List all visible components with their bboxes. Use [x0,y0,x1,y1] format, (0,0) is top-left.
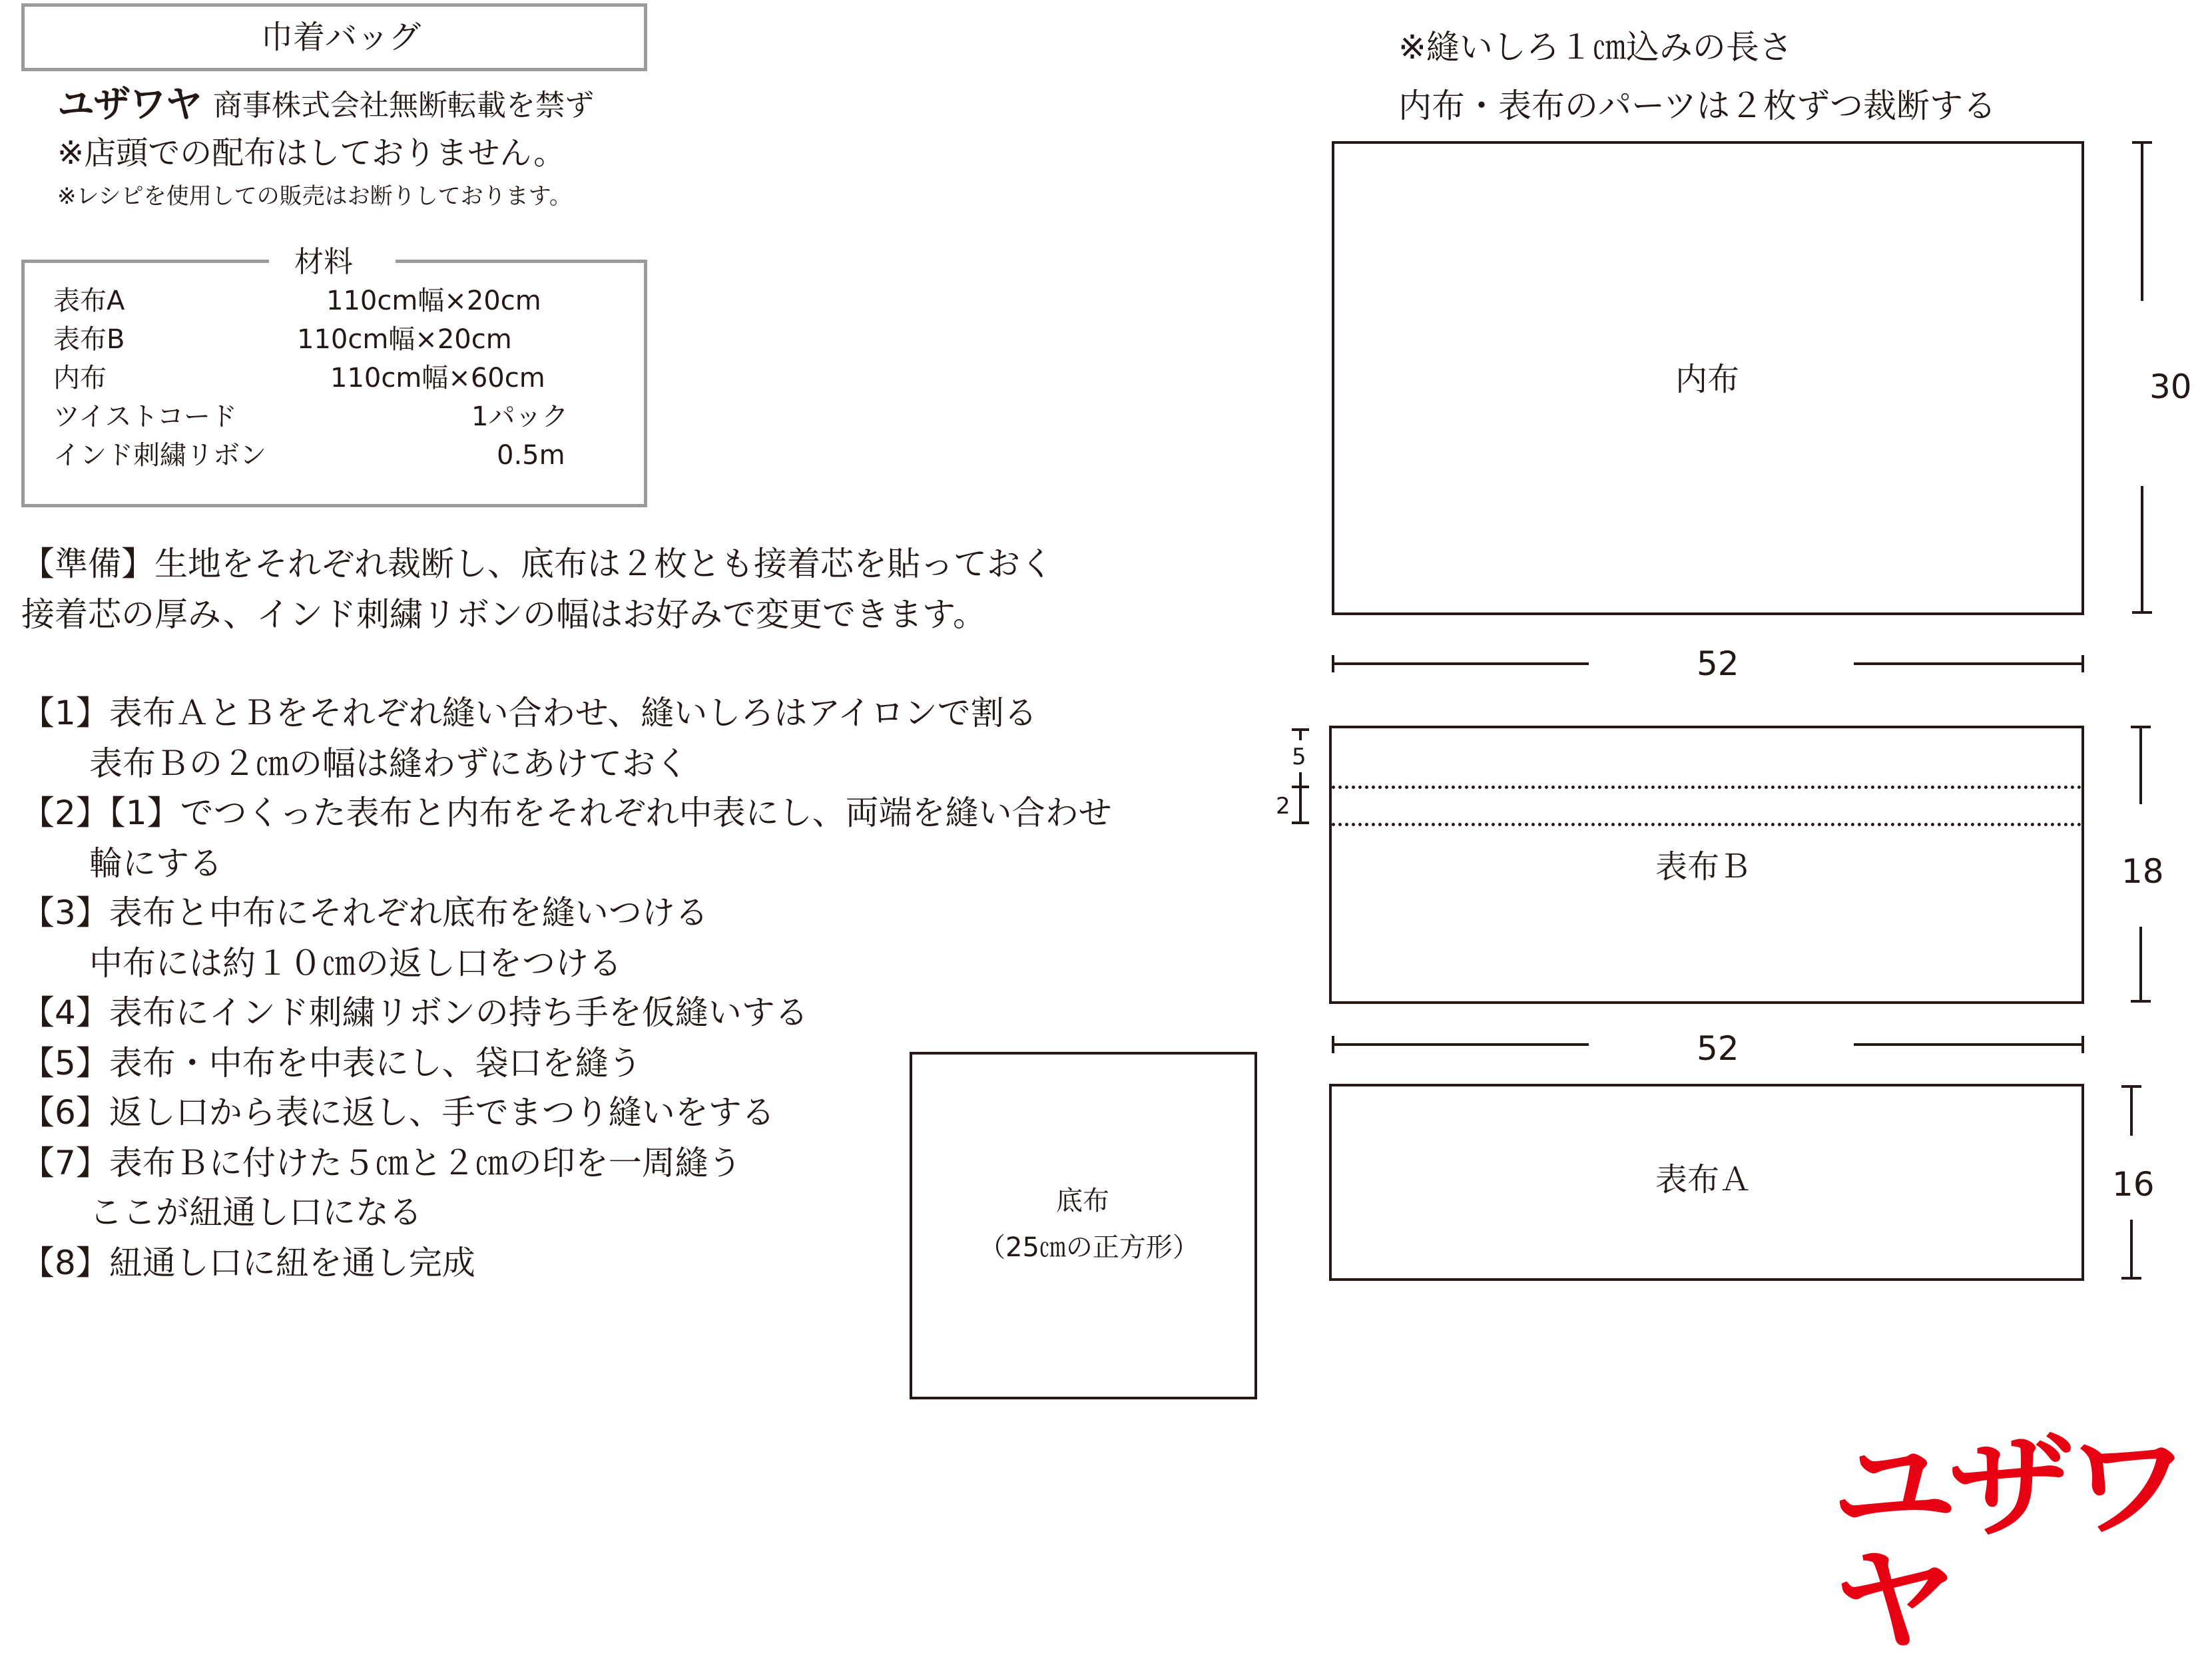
step-2: 【2】【1】でつくった表布と内布をそれぞれ中表にし、両端を縫い合わせ [21,794,1112,832]
inner-height-value: 30 [2149,367,2192,406]
brand-logo-large: ユザワヤ [1831,1422,2181,1667]
mark-2-value: 2 [1276,793,1290,820]
material-name-4: ツイストコード [53,401,237,432]
step-2-detail: 輪にする [89,844,222,883]
inner-width-line-right [1854,662,2084,665]
step-3: 【3】表布と中布にそれぞれ底布を縫いつける [21,893,708,932]
resale-notice: ※レシピを使用しての販売はお断りしております。 [57,183,572,210]
outer-b-width-cap-right [2081,1036,2084,1053]
outer-a-height-value: 16 [2112,1165,2155,1204]
drawstring-mark-5cm [1332,786,2081,789]
step-4: 【4】表布にインド刺繍リボンの持ち手を仮縫いする [21,993,808,1032]
distribution-notice: ※店頭での配布はしておりません。 [57,134,566,172]
page-title: 巾着バッグ [261,19,421,56]
inner-fabric-label: 内布 [1675,361,1740,398]
step-3-detail: 中布には約１０㎝の返し口をつける [89,944,622,983]
mark-line-2 [1299,800,1302,823]
step-5: 【5】表布・中布を中表にし、袋口を縫う [21,1044,642,1082]
inner-width-value: 52 [1697,644,1739,683]
mark-cap-bottom [1292,822,1309,824]
materials-heading: 材料 [294,245,353,279]
inner-height-line-top [2141,141,2143,301]
outer-a-height-cap-bottom [2121,1277,2141,1280]
bottom-fabric-label: 底布 [1056,1186,1109,1216]
outer-fabric-a-label: 表布Ａ [1655,1161,1752,1198]
step-7-detail: ここが紐通し口になる [89,1193,422,1232]
outer-fabric-b-label: 表布Ｂ [1655,848,1752,885]
outer-b-width-value: 52 [1697,1029,1739,1068]
outer-b-height-cap-bottom [2131,1000,2151,1003]
bottom-fabric-note: （25㎝の正方形） [979,1232,1199,1263]
material-qty-2: 110cm幅×20cm [297,324,512,355]
mark-5-value: 5 [1292,744,1306,770]
material-qty-4: 1パック [471,401,569,432]
copyright-notice: 商事株式会社無断転載を禁ず [213,89,594,122]
outer-b-height-line-top [2139,726,2142,804]
step-1-detail: 表布Ｂの２㎝の幅は縫わずにあけておく [89,744,689,783]
bottom-fabric-piece [910,1052,1257,1399]
material-name-2: 表布B [53,324,125,355]
preparation-line-1: 【準備】生地をそれぞれ裁断し、底布は２枚とも接着芯を貼っておく [21,545,1053,583]
step-6: 【6】返し口から表に返し、手でまつり縫いをする [21,1093,775,1132]
pattern-note-2: 内布・表布のパーツは２枚ずつ裁断する [1398,87,1996,125]
step-1: 【1】表布ＡとＢをそれぞれ縫い合わせ、縫いしろはアイロンで割る [21,694,1037,732]
material-name-5: インド刺繍リボン [53,440,266,471]
material-name-3: 内布 [53,363,107,393]
outer-a-height-line-top [2130,1085,2133,1136]
material-qty-1: 110cm幅×20cm [326,286,541,316]
inner-height-cap-bottom [2132,611,2152,614]
drawstring-mark-2cm [1332,823,2081,826]
pattern-note-1: ※縫いしろ１㎝込みの長さ [1398,28,1793,67]
outer-b-width-line-left [1332,1043,1589,1046]
material-qty-5: 0.5m [497,440,565,471]
step-8: 【8】紐通し口に紐を通し完成 [21,1244,475,1282]
mark-cap-mid [1292,786,1309,788]
step-7: 【7】表布Ｂに付けた５㎝と２㎝の印を一周縫う [21,1144,742,1182]
outer-b-height-line-bottom [2139,927,2142,1003]
inner-width-cap-right [2081,655,2084,672]
outer-b-width-line-right [1854,1043,2084,1046]
mark-line-5 [1299,728,1302,740]
brand-logo-small: ユザワヤ [57,83,201,126]
material-qty-3: 110cm幅×60cm [330,363,545,393]
outer-b-height-value: 18 [2121,852,2164,891]
preparation-line-2: 接着芯の厚み、インド刺繍リボンの幅はお好みで変更できます。 [21,595,986,634]
inner-width-line-left [1332,662,1589,665]
material-name-1: 表布A [53,286,125,316]
inner-height-line-bottom [2141,486,2143,614]
outer-a-height-line-bottom [2130,1220,2133,1280]
